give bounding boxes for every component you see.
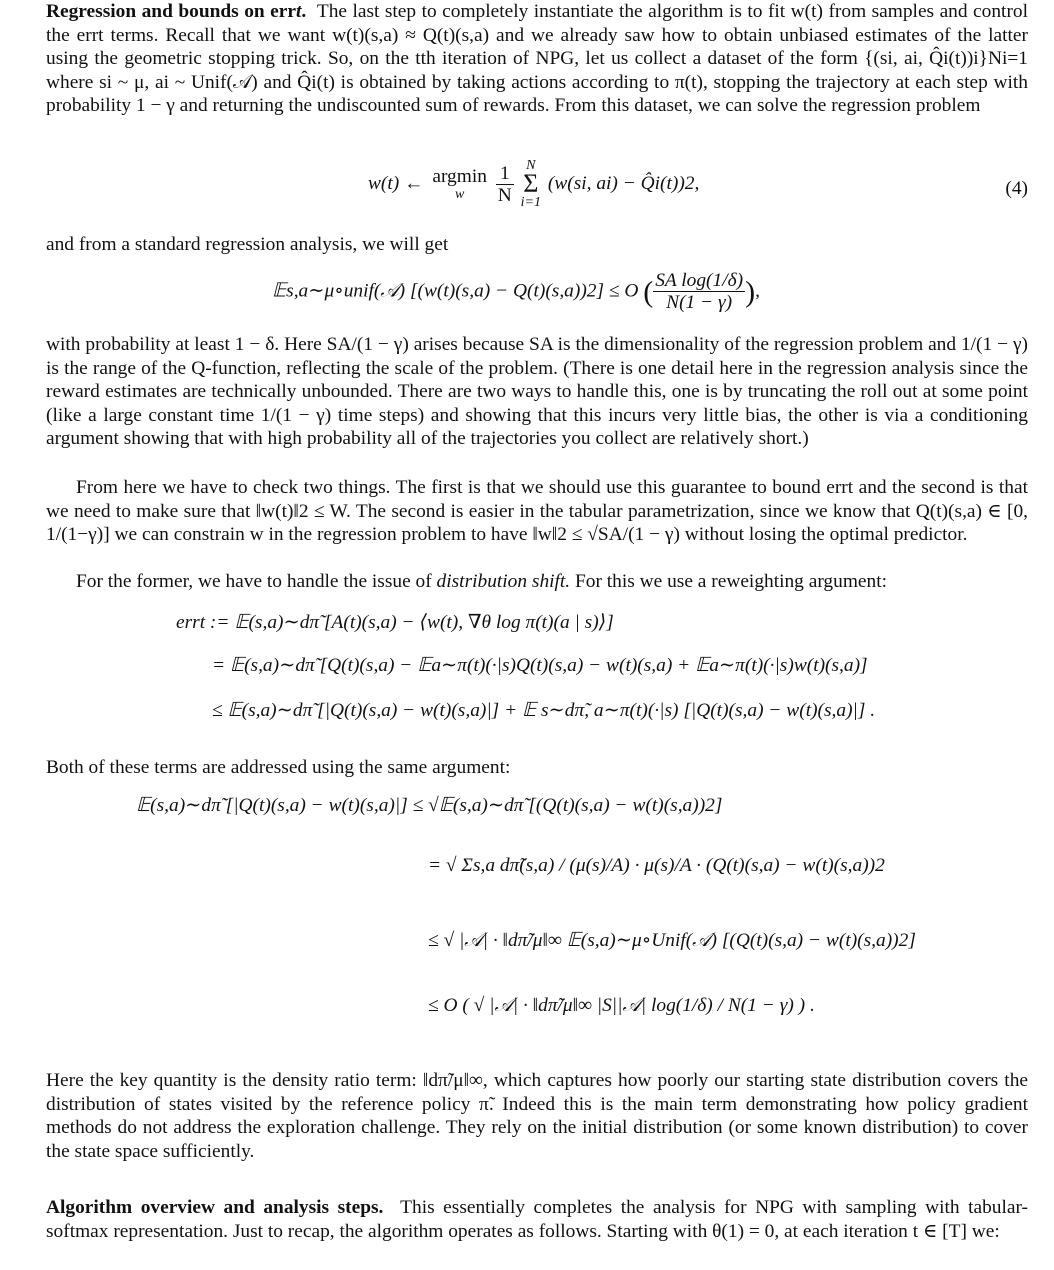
paragraph-same-argument: Both of these terms are addressed using the same argument: [46,757,511,778]
equation-number: (4) [1005,178,1028,199]
emphasis-distribution-shift: distribution shift. [436,571,571,592]
paragraph-heading: Algorithm overview and analysis steps. [46,1197,384,1218]
equation-cs-line-3: ≤ √ |𝒜| · ‖dπ̃/μ‖∞ 𝔼(s,a)∼μ∘Unif(𝒜) [(Q(t)(s,a) − w(t)(s,a))2] [428,930,916,951]
equation-cs-line-1: 𝔼(s,a)∼dπ̃ [|Q(t)(s,a) − w(t)(s,a)|] ≤ √𝔼(s,a)∼dπ̃ [(Q(t)(s,a) − w(t)(s,a))2] [136,795,723,816]
equation-4: w(t) ← argmin w $\frac{1}{N}$ N Σ i=1 (w(si, ai) − Q̂i(t))2, [368,158,700,211]
paragraph-probability-guarantee: with probability at least 1 − δ. Here SA/(1 − γ) arises because SA is the dimensionality of the regression problem and 1/(1 − γ) is the range of the Q-function, reflecting the scale of the problem. (There is one detail here in the regression analysis since the reward estimates are technically unbounded. There are two ways to handle this, one is by truncating the roll out at some point (like a large constant time 1/(1 − γ) time steps) and showing that this incurs very little bias, the other is via a conditioning argument showing that with high probability all of the trajectories you collect are relatively short.) [46,334,1028,450]
paragraph-distribution-shift: For the former, we have to handle the issue of distribution shift. For this we use a reweighting argument: [76,571,887,592]
paragraph-text: The last step to completely instantiate the algorithm is to fit w(t) from samples and control the errt terms. Recall that we want w(t)(s,a) ≈ Q(t)(s,a) and we already saw how to obtain unbiased estimates of the latter using the geometric stopping trick. So, on the tth iteration of NPG, let us collect a dataset of the form {(si, ai, Q̂i(t))i}Ni=1 where si ~ μ, ai ~ Unif(𝒜) and Q̂i(t) is obtained by taking actions according to π(t), stopping the trajectory at each step with probability 1 − γ and returning the undiscounted sum of rewards. From this dataset, we can solve the regression problem [46,1,1028,117]
equation-regression-bound: 𝔼s,a∼μ∘unif(𝒜) [(w(t)(s,a) − Q(t)(s,a))2] ≤ O ( $\frac{\text{SA log(1/δ)}}{N(1 - \gamma)}$ ), [272,270,760,314]
paragraph-density-ratio: Here the key quantity is the density ratio term: ‖dπ̃/μ‖∞, which captures how poorly our starting state distribution covers the distribution of states visited by the reference policy π̃. Indeed this is the main term demonstrating how policy gradient methods do not address the exploration challenge. They rely on the initial distribution (or some known distribution) to cover the state space sufficiently. [46,1070,1028,1162]
paragraph-algorithm-overview [46,1196,1028,1243]
equation-err-line-3: ≤ 𝔼(s,a)∼dπ̃ [|Q(t)(s,a) − w(t)(s,a)|] + 𝔼 s∼dπ̃, a∼π(t)(·|s) [|Q(t)(s,a) − w(t)(s,a)|] . [212,700,876,721]
paragraph-regression-analysis: and from a standard regression analysis, we will get [46,234,449,255]
paragraph-heading: Regression and bounds on err [46,1,296,22]
equation-cs-line-4: ≤ O ( √ |𝒜| · ‖dπ̃/μ‖∞ |S||𝒜| log(1/δ) / N(1 − γ) ) . [428,995,815,1016]
equation-err-line-1: errt := 𝔼(s,a)∼dπ̃ [A(t)(s,a) − ⟨w(t), ∇θ log π(t)(a | s)⟩] [176,612,614,633]
equation-cs-line-2: = √ Σs,a dπ̃(s,a) / (μ(s)/A) · μ(s)/A · (Q(t)(s,a) − w(t)(s,a))2 [428,855,885,876]
paragraph-text: This essentially completes the analysis for NPG with sampling with tabular-softmax representation. Just to recap, the algorithm operates as follows. Starting with θ(1) = 0, at each iteration t ∈ [T] we: [46,1197,1028,1242]
paragraph-regression-intro: Regression and bounds on errt. The last step to completely instantiate the algorithm is to fit w(t) from samples and control the errt terms. Recall that we want w(t)(s,a) ≈ Q(t)(s,a) and we already saw how to obtain unbiased estimates of the latter using the geometric stopping trick. So, on the tth iteration of NPG, let us collect a dataset of the form {(si, ai, Q̂i(t))i}Ni=1 where si ~ μ, ai ~ Unif(𝒜) and Q̂i(t) is obtained by taking actions according to π(t), stopping the trajectory at each step with probability 1 − γ and returning the undiscounted sum of rewards. From this dataset, we can solve the regression problem [46,1,1028,117]
paragraph-check-two-things: From here we have to check two things. The first is that we should use this guarantee to bound errt and the second is that we need to make sure that ‖w(t)‖2 ≤ W. The second is easier in the tabular parametrization, since we know that Q(t)(s,a) ∈ [0, 1/(1−γ)] we can constrain w in the regression problem to have ‖w‖2 ≤ √SA/(1 − γ) without losing the optimal predictor. [46,477,1028,546]
equation-err-line-2: = 𝔼(s,a)∼dπ̃ [Q(t)(s,a) − 𝔼a∼π(t)(·|s)Q(t)(s,a) − w(t)(s,a) + 𝔼a∼π(t)(·|s)w(t)(s,a)] [212,655,868,676]
